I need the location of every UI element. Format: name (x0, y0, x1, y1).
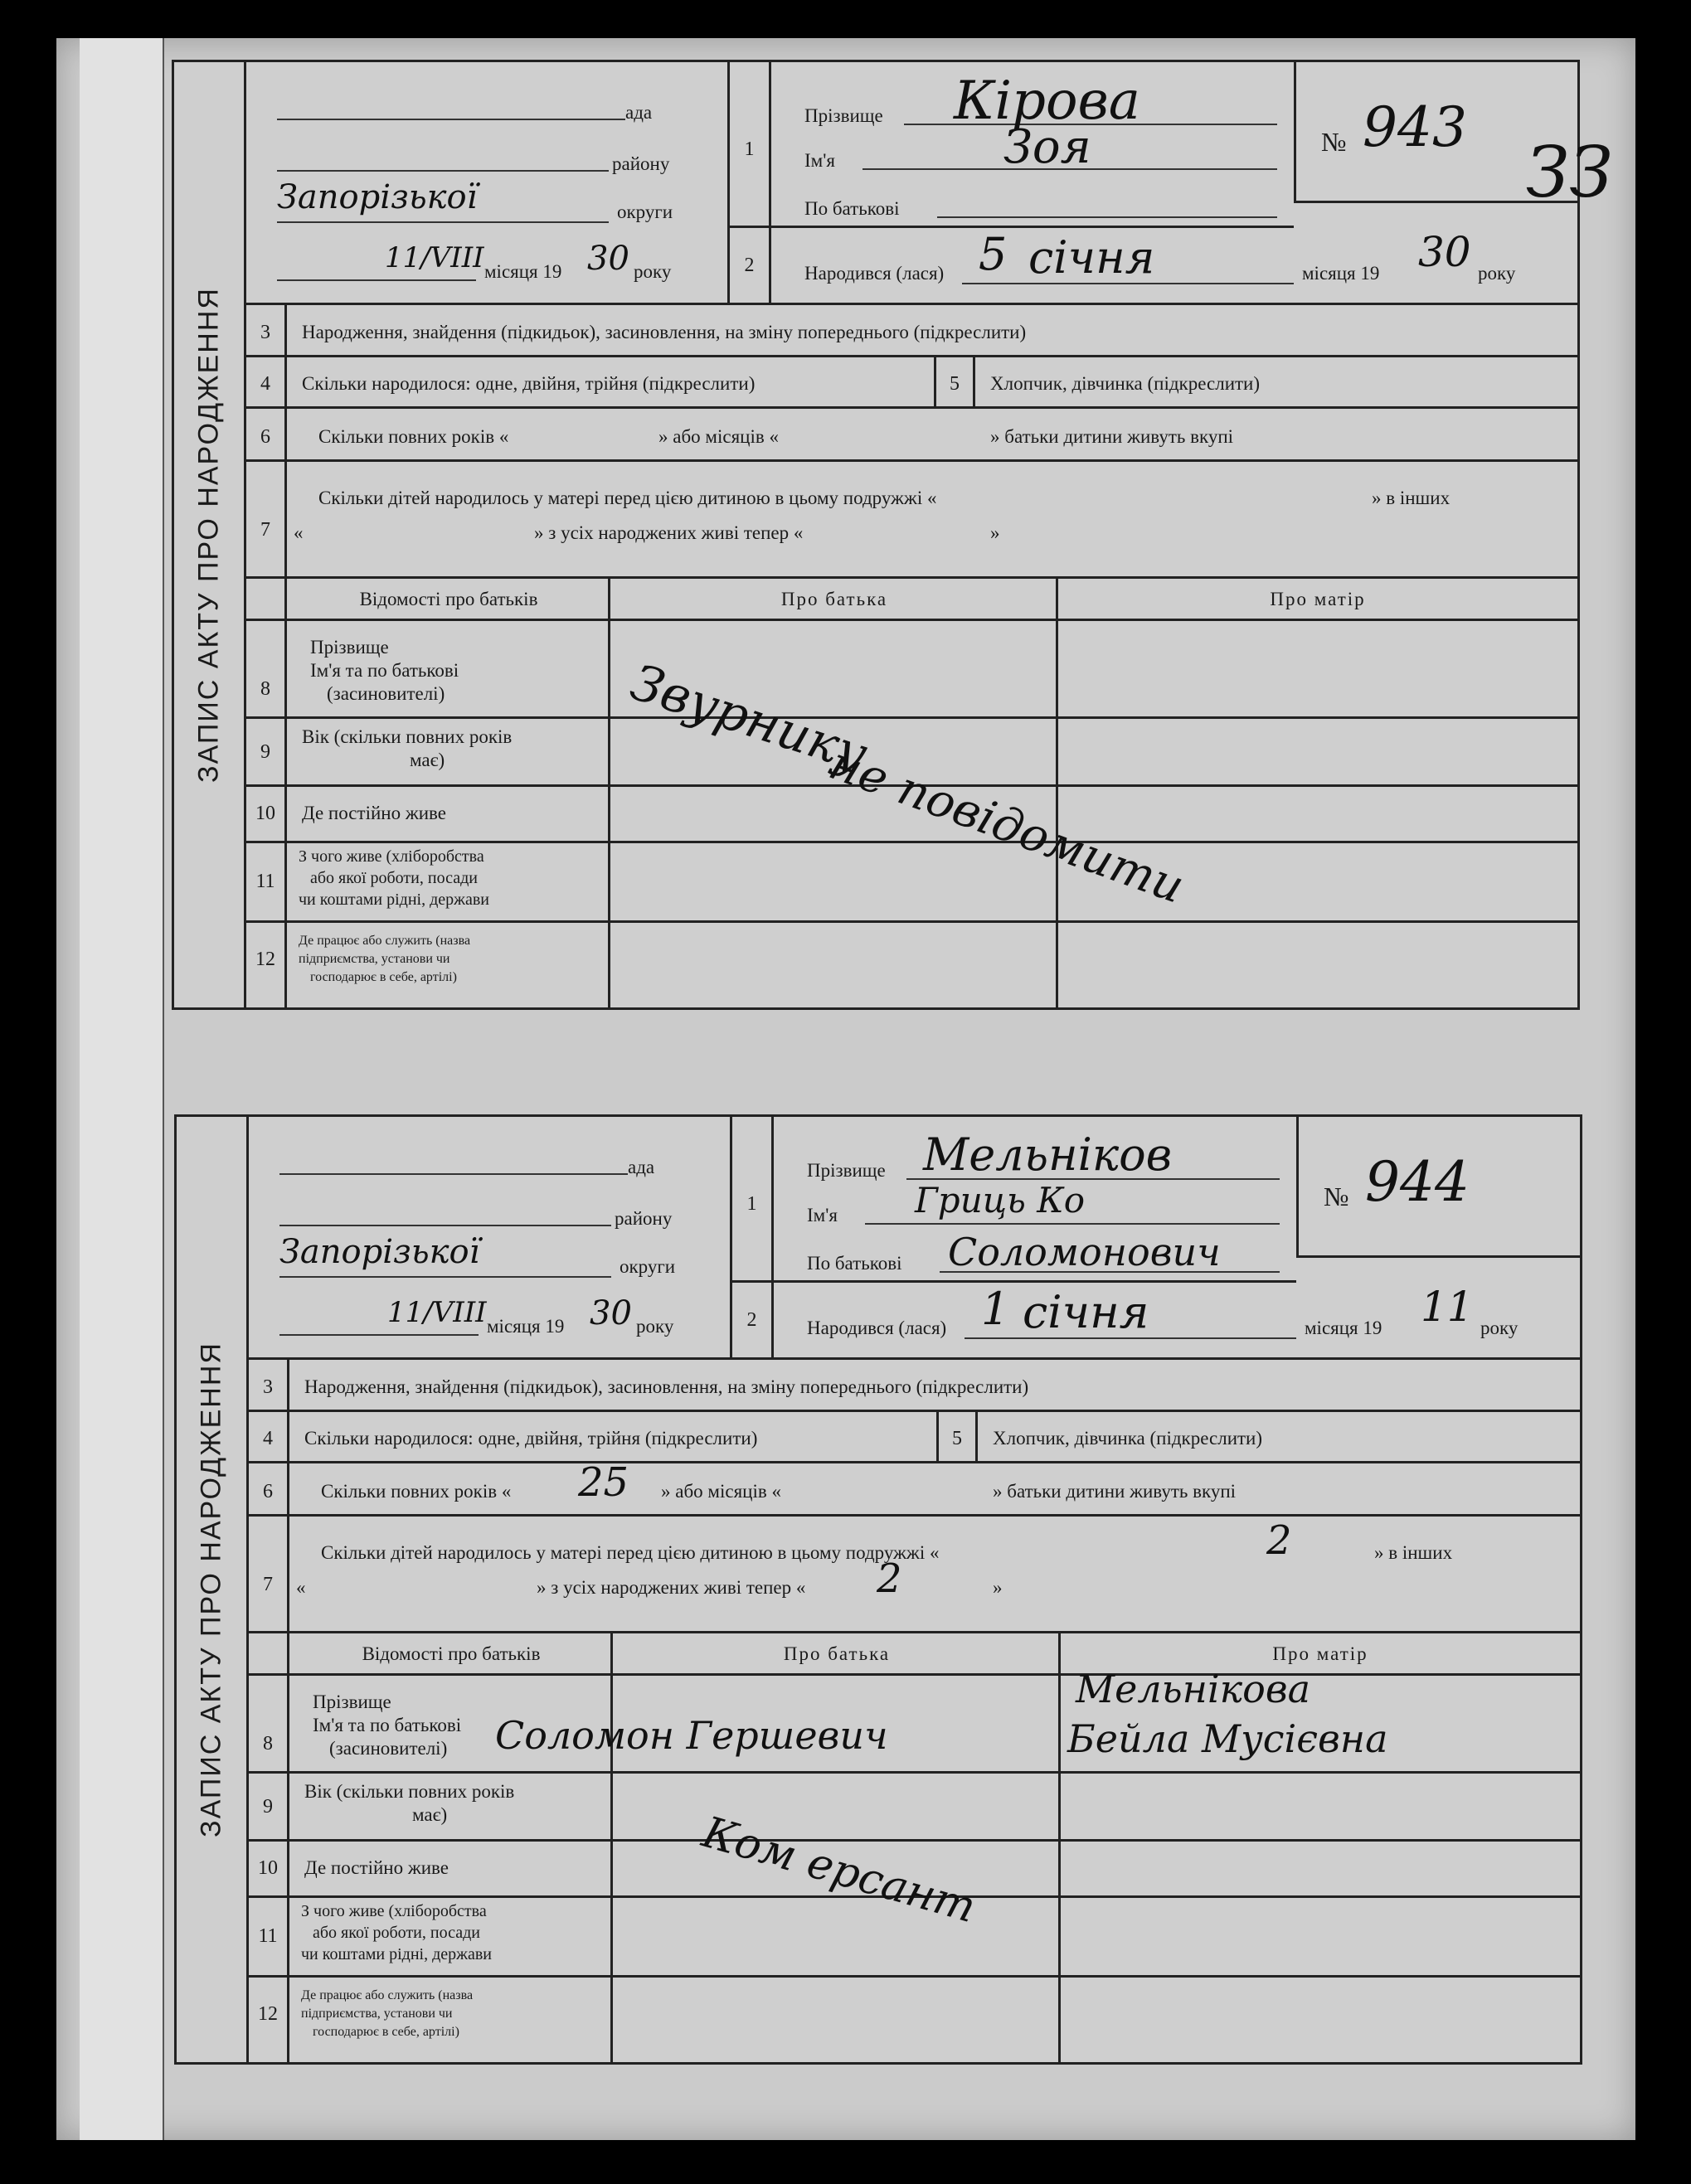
r12-line3: господарює в себе, артілі) (310, 970, 457, 984)
birth-label: Народився (лася) (804, 263, 945, 284)
r11-line2: або якої роботи, посади (310, 869, 478, 887)
r8-line1: Прізвище (313, 1691, 391, 1712)
r10-text: Де постійно живе (304, 1857, 449, 1878)
row-number-9: 9 (263, 1796, 273, 1818)
patronymic-label: По батькові (804, 198, 900, 219)
form-side-title: ЗАПИС АКТУ ПРО НАРОДЖЕННЯ (174, 62, 246, 1007)
birth-record-form-2 (174, 1114, 1582, 2065)
registration-year-suffix: року (634, 261, 672, 282)
record-number: 943 (1363, 95, 1467, 159)
surname-label: Прізвище (807, 1160, 886, 1181)
row7-text-a: Скільки дітей народилось у матері перед цією дитиною в цьому подружжі « (321, 1542, 940, 1563)
father-note-line1: Звурнику (624, 653, 874, 784)
row-number-6: 6 (263, 1481, 273, 1502)
parents-table (244, 576, 1577, 1007)
r8-line3: (засиновителі) (329, 1738, 448, 1759)
birth-month-label: місяця 19 (1302, 263, 1380, 284)
row7-alive-count: 2 (877, 1555, 902, 1602)
r12-line1: Де працює або служить (назва (299, 934, 471, 948)
birth-date-row (771, 228, 1577, 303)
r10-text: Де постійно живе (302, 803, 446, 823)
r12-line1: Де працює або служить (назва (301, 1988, 474, 2002)
row-number-8: 8 (260, 678, 270, 700)
surname-label: Прізвище (804, 105, 883, 126)
row-number-9: 9 (260, 741, 270, 763)
r8-line2: Ім'я та по батькові (313, 1715, 462, 1735)
row6-text-c: » батьки дитини живуть вкупі (993, 1481, 1237, 1502)
row-number-12: 12 (258, 2003, 278, 2025)
birth-label: Народився (лася) (807, 1318, 947, 1338)
row6-years: 25 (578, 1459, 629, 1506)
row-number-6: 6 (260, 426, 270, 448)
row6-text-a: Скільки повних років « (321, 1481, 512, 1502)
r8-line2: Ім'я та по батькові (310, 660, 459, 681)
first-name-value: Зоя (1003, 120, 1091, 174)
mother-note-line2: Бейла Мусієвна (1067, 1716, 1388, 1761)
row7-text-a: Скільки дітей народилось у матері перед цією дитиною в цьому подружжі « (318, 488, 937, 508)
row6-text-a: Скільки повних років « (318, 426, 509, 447)
registration-month-label: місяця 19 (487, 1316, 565, 1337)
row5-text: Хлопчик, дівчинка (підкреслити) (990, 373, 1261, 394)
row-number-1: 1 (732, 1117, 774, 1283)
row-number-7: 7 (260, 519, 270, 541)
birth-year: 30 (1418, 228, 1471, 276)
row4-text: Скільки народилося: одне, двійня, трійня (підкреслити) (302, 373, 756, 394)
row-number-3: 3 (260, 322, 270, 343)
row7-text-c: « (296, 1577, 306, 1598)
registration-day: 11/VIII (385, 241, 484, 274)
okruha-value: Запорізької (277, 178, 478, 216)
r11-line3: чи коштами рідні, держави (301, 1945, 492, 1963)
okruhy-label: округи (620, 1256, 676, 1277)
birth-month: січня (1023, 1286, 1149, 1338)
okruha-value: Запорізької (279, 1233, 480, 1271)
row-number-2: 2 (730, 228, 771, 303)
registration-day: 11/VIII (387, 1296, 487, 1329)
father-note-line2: Ком ерсант (697, 1808, 981, 1934)
header-location-block (246, 1117, 732, 1357)
registration-year-suffix: року (636, 1316, 674, 1337)
raionu-label: району (612, 153, 670, 174)
parents-table (246, 1631, 1580, 2062)
birth-year: 11 (1421, 1283, 1474, 1331)
registration-year: 30 (590, 1294, 632, 1332)
r8-line3: (засиновителі) (327, 683, 445, 704)
row7-text-d: » з усіх народжених живі тепер « (534, 522, 804, 543)
r11-line3: чи коштами рідні, держави (299, 891, 489, 909)
father-note-line2: не повідомити (822, 736, 1191, 915)
header-location-block (244, 62, 730, 303)
child-name-block (774, 1117, 1296, 1283)
row3-text: Народження, знайдення (підкидьок), засиновлення, на зміну попереднього (підкреслити) (304, 1376, 1029, 1397)
birth-year-suffix: року (1480, 1318, 1518, 1338)
col-father: Про батька (783, 1643, 891, 1664)
surname-value: Кірова (954, 70, 1140, 132)
birth-date-row (774, 1283, 1580, 1357)
r8-line1: Прізвище (310, 637, 389, 658)
row-number-12: 12 (255, 949, 275, 970)
first-name-value: Гриць Ко (915, 1180, 1086, 1221)
row7-text-c: « (294, 522, 304, 543)
row-number-5: 5 (952, 1428, 962, 1449)
row-number-5: 5 (950, 373, 960, 395)
birth-day: 5 (979, 228, 1008, 280)
col-mother: Про матір (1272, 1643, 1368, 1664)
col-parents-info: Відомості про батьків (362, 1643, 541, 1664)
row7-marriage-count: 2 (1266, 1517, 1292, 1564)
row-number-11: 11 (258, 1925, 278, 1947)
child-name-block (771, 62, 1294, 228)
row3-text: Народження, знайдення (підкидьок), засиновлення, на зміну попереднього (підкреслити) (302, 322, 1027, 342)
birth-month: січня (1028, 231, 1155, 284)
birth-year-suffix: року (1478, 263, 1516, 284)
number-label: № (1324, 1182, 1349, 1211)
r9-line2: має) (412, 1804, 448, 1825)
surname-value: Мельніков (923, 1128, 1173, 1181)
row6-text-b: » або місяців « (661, 1481, 781, 1502)
birth-day: 1 (981, 1283, 1010, 1335)
r12-line2: підприємства, установи чи (301, 2007, 453, 2021)
row-number-10: 10 (255, 803, 275, 824)
row-number-11: 11 (255, 871, 275, 892)
col-mother: Про матір (1270, 589, 1366, 609)
r12-line3: господарює в себе, артілі) (313, 2025, 459, 2039)
patronymic-value: Соломонович (948, 1230, 1221, 1274)
row-number-4: 4 (260, 373, 270, 395)
raionu-label: району (615, 1208, 673, 1229)
binding-strip (80, 38, 164, 2140)
row7-text-d: » з усіх народжених живі тепер « (537, 1577, 806, 1598)
registration-year: 30 (587, 240, 629, 278)
row6-text-c: » батьки дитини живуть вкупі (990, 426, 1234, 447)
row7-text-e: » (993, 1577, 1003, 1598)
birth-month-label: місяця 19 (1305, 1318, 1382, 1338)
first-name-label: Ім'я (804, 150, 835, 171)
first-name-label: Ім'я (807, 1205, 838, 1225)
r12-line2: підприємства, установи чи (299, 952, 450, 966)
row-number-8: 8 (263, 1733, 273, 1754)
record-number: 944 (1365, 1150, 1470, 1214)
col-father: Про батька (780, 589, 888, 609)
r9-line1: Вік (скільки повних років (304, 1781, 515, 1802)
row-number-1: 1 (730, 62, 771, 228)
col-parents-info: Відомості про батьків (359, 589, 538, 609)
row-number-3: 3 (263, 1376, 273, 1398)
number-label: № (1321, 127, 1347, 157)
birth-record-form-1 (172, 60, 1613, 1010)
corner-mark: ЗЗ (1526, 132, 1613, 213)
ada-label: ада (625, 102, 653, 123)
r11-line2: або якої роботи, посади (313, 1924, 480, 1942)
row-number-2: 2 (732, 1283, 774, 1357)
row4-text: Скільки народилося: одне, двійня, трійня (підкреслити) (304, 1428, 758, 1449)
father-note-line1: Соломон Гершевич (495, 1713, 888, 1758)
r11-line1: З чого живе (хліборобства (299, 847, 484, 866)
patronymic-label: По батькові (807, 1253, 902, 1274)
form-side-title: ЗАПИС АКТУ ПРО НАРОДЖЕННЯ (177, 1117, 249, 2062)
row7-text-e: » (990, 522, 1000, 543)
row5-text: Хлопчик, дівчинка (підкреслити) (993, 1428, 1263, 1449)
row-number-4: 4 (263, 1428, 273, 1449)
okruhy-label: округи (617, 201, 673, 222)
mother-note-line1: Мельнікова (1076, 1667, 1311, 1711)
r9-line1: Вік (скільки повних років (302, 726, 513, 747)
ada-label: ада (628, 1157, 655, 1177)
record-number-box (1296, 1117, 1580, 1258)
row7-text-b: » в інших (1374, 1542, 1453, 1563)
r11-line1: З чого живе (хліборобства (301, 1902, 487, 1920)
row-number-10: 10 (258, 1857, 278, 1879)
row-number-7: 7 (263, 1574, 273, 1595)
row6-text-b: » або місяців « (658, 426, 779, 447)
registration-month-label: місяця 19 (484, 261, 562, 282)
row7-text-b: » в інших (1372, 488, 1450, 508)
r9-line2: має) (410, 750, 445, 770)
